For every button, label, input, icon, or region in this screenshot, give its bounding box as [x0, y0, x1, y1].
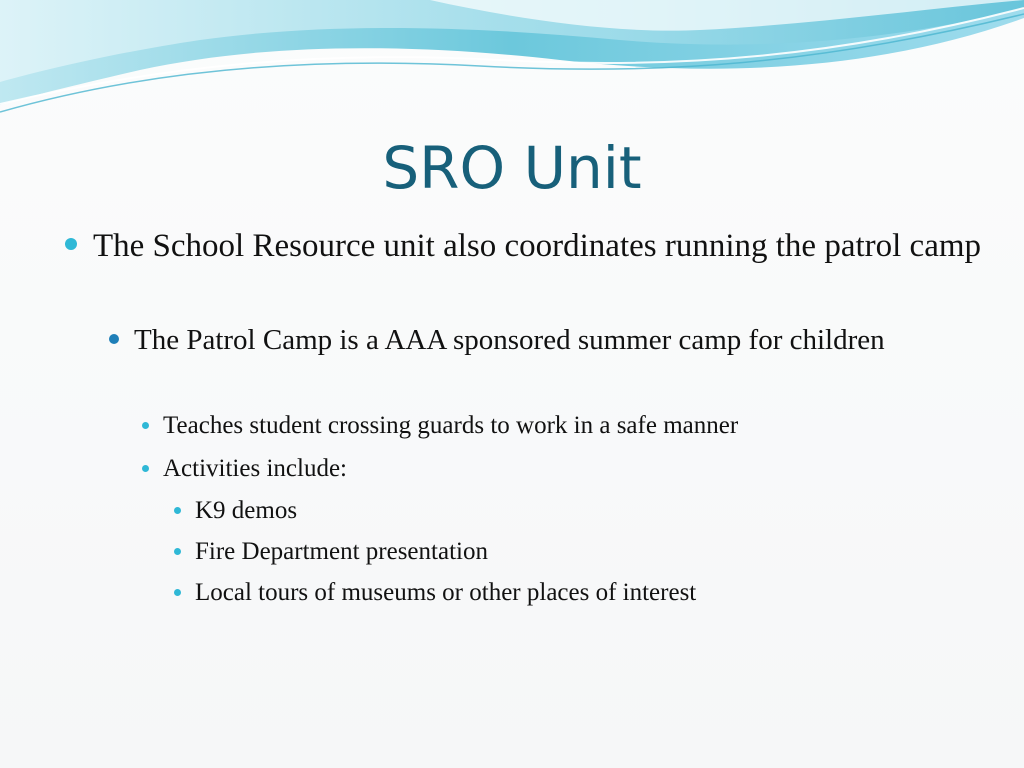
bullet-level-4 [195, 494, 995, 528]
bullet-level-1 [93, 224, 993, 269]
bullet-text: The Patrol Camp is a AAA sponsored summer camp for children [134, 324, 885, 356]
bullet-level-2 [134, 320, 994, 360]
bullet-text: K9 demos [195, 497, 298, 524]
wave-header-decoration [0, 0, 1024, 130]
bullet-level-4 [195, 535, 995, 569]
bullet-dot-icon [65, 238, 77, 250]
slide-title: SRO Unit [382, 134, 642, 202]
bullet-text: The School Resource unit also coordinates running the patrol camp [93, 228, 982, 264]
bullet-dot-icon [142, 422, 149, 429]
bullet-level-4 [195, 576, 995, 610]
bullet-dot-icon [174, 589, 181, 596]
bullet-text: Local tours of museums or other places of interest [195, 579, 697, 606]
bullet-dot-icon [109, 334, 119, 344]
bullet-dot-icon [174, 548, 181, 555]
bullet-text: Teaches student crossing guards to work in a safe manner [163, 412, 739, 439]
bullet-text: Fire Department presentation [195, 538, 488, 565]
bullet-text: Activities include: [163, 455, 347, 482]
bullet-level-3 [163, 452, 1003, 486]
bullet-level-3 [163, 409, 1003, 443]
bullet-dot-icon [142, 465, 149, 472]
bullet-dot-icon [174, 507, 181, 514]
